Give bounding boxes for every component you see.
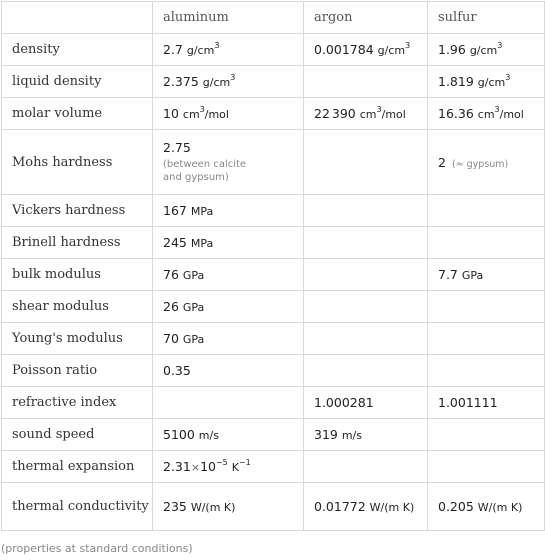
cell-argon-youngs-modulus (304, 323, 428, 355)
column-header-argon: argon (304, 2, 428, 34)
table-row (2, 259, 545, 291)
table-row (2, 66, 545, 98)
cell-aluminum-sound-speed: 5100 m/s (153, 419, 304, 451)
row-label-thermal-expansion: thermal expansion (2, 451, 153, 483)
cell-sulfur-molar-volume: 16.36 $cm^3$/mol (428, 98, 545, 130)
cell-argon-vickers-hardness (304, 195, 428, 227)
cell-argon-thermal-conductivity: 0.01772 W/(m K) (304, 483, 428, 531)
cell-sulfur-vickers-hardness (428, 195, 545, 227)
cell-argon-poisson-ratio (304, 355, 428, 387)
cell-aluminum-thermal-conductivity: 235 W/(m K) (153, 483, 304, 531)
row-label-brinell-hardness: Brinell hardness (2, 227, 153, 259)
cell-argon-molar-volume: 22 390 $cm^3$/mol (304, 98, 428, 130)
row-label-molar-volume: molar volume (2, 98, 153, 130)
table-row (2, 451, 545, 483)
row-label-poisson-ratio: Poisson ratio (2, 355, 153, 387)
cell-sulfur-mohs-hardness (428, 130, 545, 195)
table-row (2, 323, 545, 355)
cell-sulfur-thermal-expansion (428, 451, 545, 483)
row-label-liquid-density: liquid density (2, 66, 153, 98)
mohs-note-sulfur: (≈ gypsum) (451, 158, 509, 170)
cell-aluminum-molar-volume: 10 $cm^3$/mol (153, 98, 304, 130)
row-label-sound-speed: sound speed (2, 419, 153, 451)
column-header-aluminum: aluminum (153, 2, 304, 34)
cell-argon-thermal-expansion (304, 451, 428, 483)
mohs-note-aluminum: (between calcite and gypsum) (163, 159, 247, 183)
row-label-refractive-index: refractive index (2, 387, 153, 419)
cell-sulfur-liquid-density: 1.819 $g/cm^3$ (428, 66, 545, 98)
cell-sulfur-bulk-modulus: 7.7 GPa (428, 259, 545, 291)
cell-argon-brinell-hardness (304, 227, 428, 259)
table-row (2, 483, 545, 531)
table-row (2, 355, 545, 387)
header-row (2, 2, 545, 34)
row-label-shear-modulus: shear modulus (2, 291, 153, 323)
cell-sulfur-shear-modulus (428, 291, 545, 323)
row-label-mohs-hardness: Mohs hardness (2, 130, 153, 195)
cell-argon-sound-speed: 319 m/s (304, 419, 428, 451)
cell-aluminum-liquid-density: 2.375 $g/cm^3$ (153, 66, 304, 98)
cell-argon-refractive-index: 1.000281 (304, 387, 428, 419)
cell-sulfur-refractive-index: 1.001111 (428, 387, 545, 419)
table-row (2, 195, 545, 227)
corner-cell (2, 2, 153, 34)
table-row (2, 387, 545, 419)
cell-aluminum-poisson-ratio: 0.35 (153, 355, 304, 387)
properties-table (1, 1, 545, 531)
table-row (2, 130, 545, 195)
cell-aluminum-bulk-modulus: 76 GPa (153, 259, 304, 291)
row-label-density: density (2, 34, 153, 66)
cell-aluminum-thermal-expansion: $2.31\times 10^{-5}$ $K^{-1}$ (153, 451, 304, 483)
table-row (2, 227, 545, 259)
cell-aluminum-vickers-hardness: 167 MPa (153, 195, 304, 227)
cell-aluminum-brinell-hardness: 245 MPa (153, 227, 304, 259)
cell-sulfur-density: 1.96 $g/cm^3$ (428, 34, 545, 66)
cell-sulfur-sound-speed (428, 419, 545, 451)
cell-aluminum-youngs-modulus: 70 GPa (153, 323, 304, 355)
column-header-sulfur: sulfur (428, 2, 545, 34)
table-row (2, 98, 545, 130)
cell-sulfur-brinell-hardness (428, 227, 545, 259)
cell-argon-liquid-density (304, 66, 428, 98)
cell-argon-bulk-modulus (304, 259, 428, 291)
cell-argon-density: 0.001784 $g/cm^3$ (304, 34, 428, 66)
cell-aluminum-shear-modulus: 26 GPa (153, 291, 304, 323)
table-row (2, 34, 545, 66)
row-label-bulk-modulus: bulk modulus (2, 259, 153, 291)
row-label-vickers-hardness: Vickers hardness (2, 195, 153, 227)
cell-aluminum-refractive-index (153, 387, 304, 419)
cell-sulfur-poisson-ratio (428, 355, 545, 387)
row-label-thermal-conductivity: thermal conductivity (2, 483, 153, 531)
cell-sulfur-thermal-conductivity: 0.205 W/(m K) (428, 483, 545, 531)
cell-aluminum-mohs-hardness (153, 130, 304, 195)
mohs-value-aluminum: 2.75 (163, 140, 191, 155)
cell-aluminum-density: 2.7 $g/cm^3$ (153, 34, 304, 66)
cell-argon-mohs-hardness (304, 130, 428, 195)
table-row (2, 419, 545, 451)
cell-argon-shear-modulus (304, 291, 428, 323)
footnote: (properties at standard conditions) (1, 542, 193, 555)
mohs-value-sulfur: 2 (438, 154, 446, 170)
row-label-youngs-modulus: Young's modulus (2, 323, 153, 355)
cell-sulfur-youngs-modulus (428, 323, 545, 355)
table-row (2, 291, 545, 323)
